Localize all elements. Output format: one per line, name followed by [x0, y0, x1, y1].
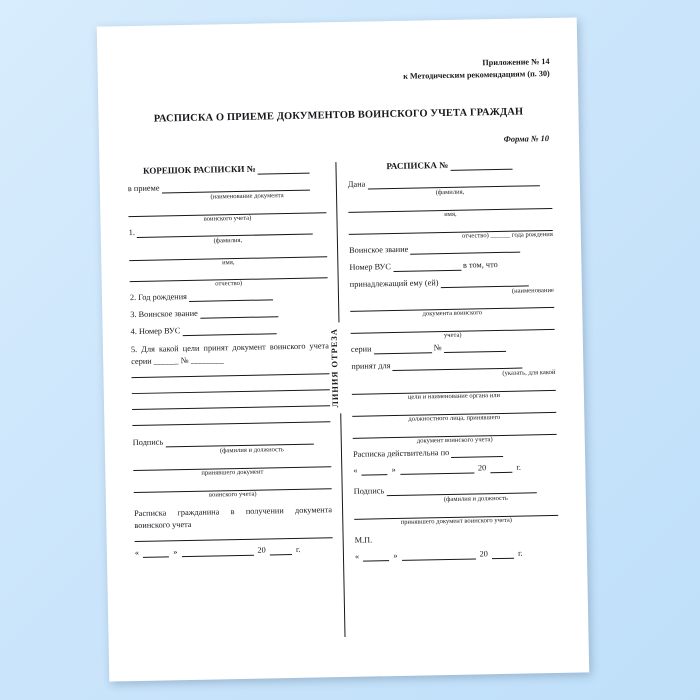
- left-signature-row: Подпись: [133, 434, 331, 448]
- appendix-line-2: к Методическим рекомендациям (п. 30): [403, 68, 550, 81]
- caption-patronymic: отчество): [215, 280, 243, 288]
- right-valid-until-row: Расписка действительна по: [353, 446, 557, 460]
- blank-line: [270, 545, 292, 555]
- page-title: РАСПИСКА О ПРИЕМЕ ДОКУМЕНТОВ ВОИНСКОГО УЧЕТА ГРАЖДАН: [153, 106, 524, 125]
- caption-military-record: воинского учета): [203, 214, 252, 223]
- caption-patronymic-birthyear: отчество) ______ года рождения: [461, 230, 553, 240]
- right-column: [347, 158, 559, 561]
- stamp-label: М.П.: [354, 535, 373, 545]
- blank-line: [363, 551, 389, 561]
- right-accepted-row: принят для: [351, 358, 555, 372]
- right-vus-row: Номер ВУС в том, что: [349, 259, 498, 272]
- blank-line: [361, 465, 387, 475]
- caption-name: имя,: [222, 258, 235, 266]
- caption-accepting-document: принявшего документ: [201, 468, 264, 477]
- caption-document-name: (наименование документа: [210, 191, 284, 201]
- right-belonging-row: принадлежащий ему (ей): [350, 275, 554, 289]
- cut-line-label: ЛИНИЯ ОТРЕЗА: [330, 322, 348, 414]
- blank-line: [182, 325, 276, 337]
- caption-surname: (фамилия,: [435, 188, 465, 196]
- document-page: [97, 17, 589, 681]
- blank-line: [258, 163, 310, 174]
- left-item-3: 3. Воинское звание: [130, 307, 328, 321]
- blank-line: [181, 546, 253, 557]
- document-sheet: [97, 17, 589, 681]
- blank-line: [143, 547, 169, 557]
- blank-line: [450, 160, 512, 171]
- caption-surname: (фамилия,: [213, 236, 243, 245]
- caption-official: должностного лица, принявшего: [408, 414, 501, 423]
- blank-line: [200, 308, 278, 319]
- left-column-title: КОРЕШОК РАСПИСКИ №: [127, 162, 325, 177]
- blank-line: [490, 463, 512, 473]
- blank-line: [189, 291, 273, 303]
- caption-military-doc: документ воинского учета): [416, 436, 493, 445]
- blank-line: [410, 242, 520, 254]
- right-given-row: Дана: [348, 176, 552, 190]
- left-item-5: 5. Для какой цели принят документ воинского учета серии ______ № ________: [130, 341, 330, 366]
- citizen-receipt-text: Расписка гражданина в получении документа воинского учета: [134, 505, 333, 530]
- left-item-4: 4. Номер ВУС: [131, 324, 329, 338]
- left-item-2: 2. Год рождения: [130, 290, 328, 304]
- blank-line: [451, 447, 503, 458]
- appendix-header: [329, 56, 549, 84]
- caption-specify: (указать, для какой: [502, 369, 556, 378]
- left-column: [127, 162, 332, 558]
- appendix-line-1: Приложение № 14: [482, 56, 550, 68]
- right-date-line-2: « » 20 г.: [354, 548, 523, 561]
- right-column-title: РАСПИСКА №: [347, 158, 551, 173]
- blank-line: [492, 548, 514, 558]
- right-signature-row: Подпись: [354, 483, 558, 497]
- blank-line: [373, 344, 431, 355]
- left-item-1: 1.: [129, 224, 327, 238]
- caption-record: учета): [443, 332, 462, 340]
- caption-name-of: (наименование: [511, 286, 554, 295]
- caption-surname-position: (фамилия и должность: [219, 445, 284, 455]
- right-date-line-1: « » 20 г.: [353, 462, 522, 475]
- caption-purpose: цели и наименование органа или: [407, 392, 501, 401]
- caption-name: имя,: [444, 210, 457, 218]
- blank-line: [400, 463, 474, 474]
- blank-line: [401, 549, 475, 560]
- left-received-row: в приеме: [128, 180, 326, 194]
- caption-military-record-2: воинского учета): [208, 490, 257, 499]
- blank-line: [440, 276, 528, 288]
- right-rank-row: Воинское звание: [349, 241, 553, 255]
- form-number: Форма № 10: [503, 134, 550, 144]
- caption-surname-position: (фамилия и должность: [443, 494, 508, 503]
- right-series-row: серии №: [351, 341, 555, 355]
- blank-line: [393, 260, 461, 271]
- left-date-line: « » 20 г.: [134, 544, 301, 557]
- caption-accepting: принявшего документ воинского учета): [400, 516, 513, 526]
- caption-military-document: документа воинского: [422, 309, 483, 318]
- blank-line: [444, 342, 506, 353]
